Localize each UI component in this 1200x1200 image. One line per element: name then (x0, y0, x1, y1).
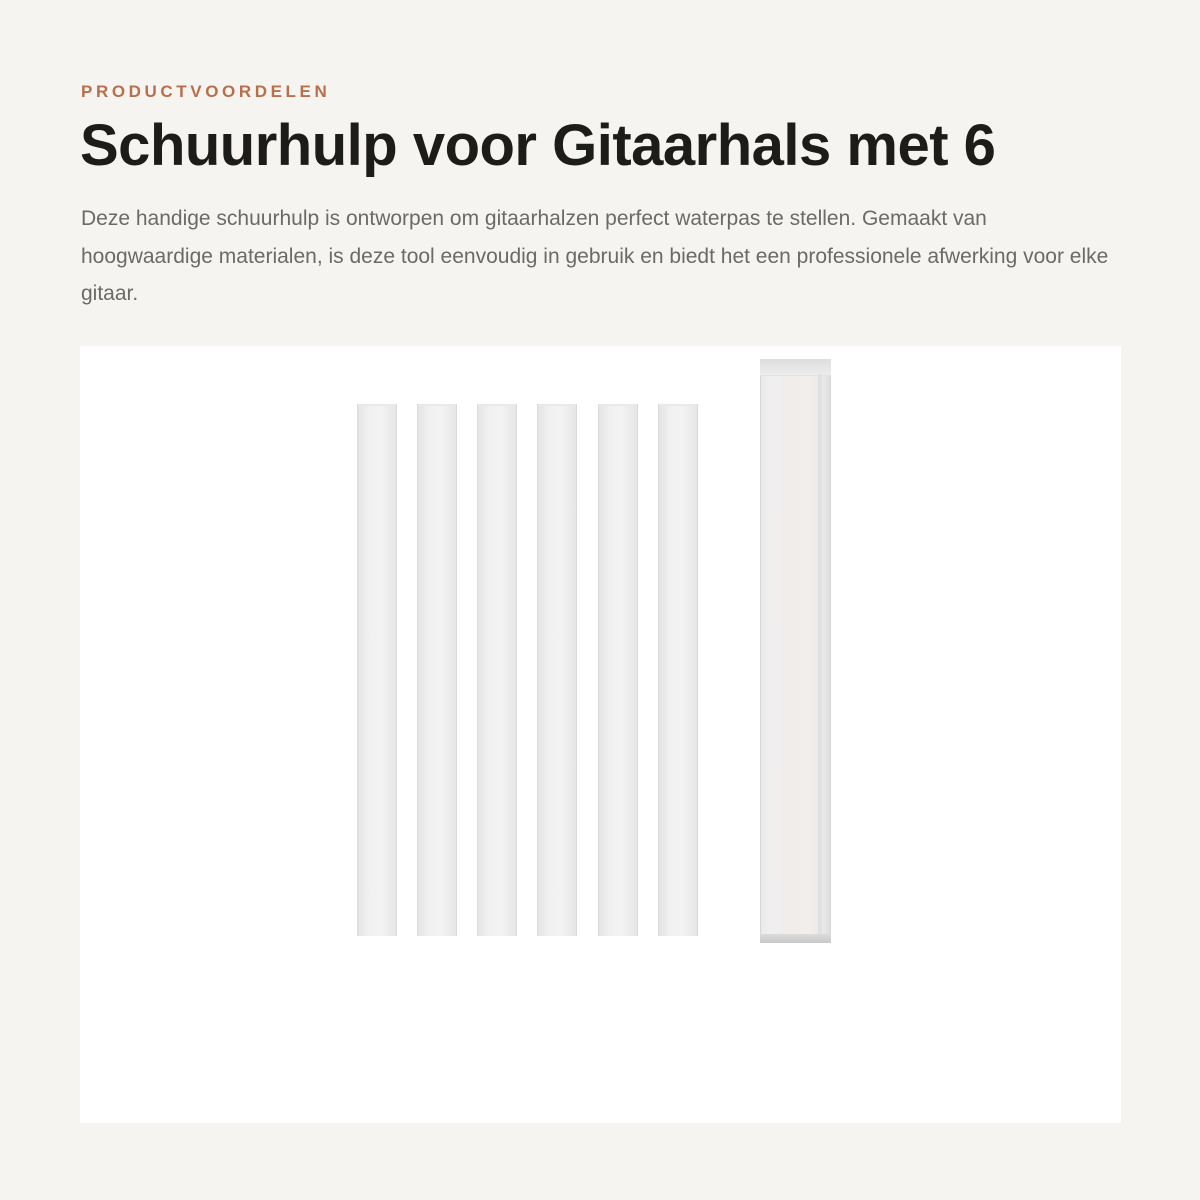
sanding-stick (658, 404, 698, 936)
sanding-stick (357, 404, 397, 936)
page-title: Schuurhulp voor Gitaarhals met 6 (80, 113, 996, 178)
sanding-stick (477, 404, 517, 936)
sanding-block (760, 359, 831, 943)
sanding-stick (417, 404, 457, 936)
product-description: Deze handige schuurhulp is ontworpen om gitaarhalzen perfect waterpas te stellen. Gemaakt van hoogwaardige materialen, is deze tool eenvoudig in gebruik en biedt het een professionele afwerking voor elke gitaar. (81, 207, 1109, 305)
sanding-stick (537, 404, 577, 936)
sanding-stick (598, 404, 638, 936)
eyebrow-label: PRODUCTVOORDELEN (81, 82, 331, 101)
product-image (80, 346, 1121, 1123)
sanding-block-base (760, 934, 831, 943)
sanding-block-edge (818, 374, 822, 942)
